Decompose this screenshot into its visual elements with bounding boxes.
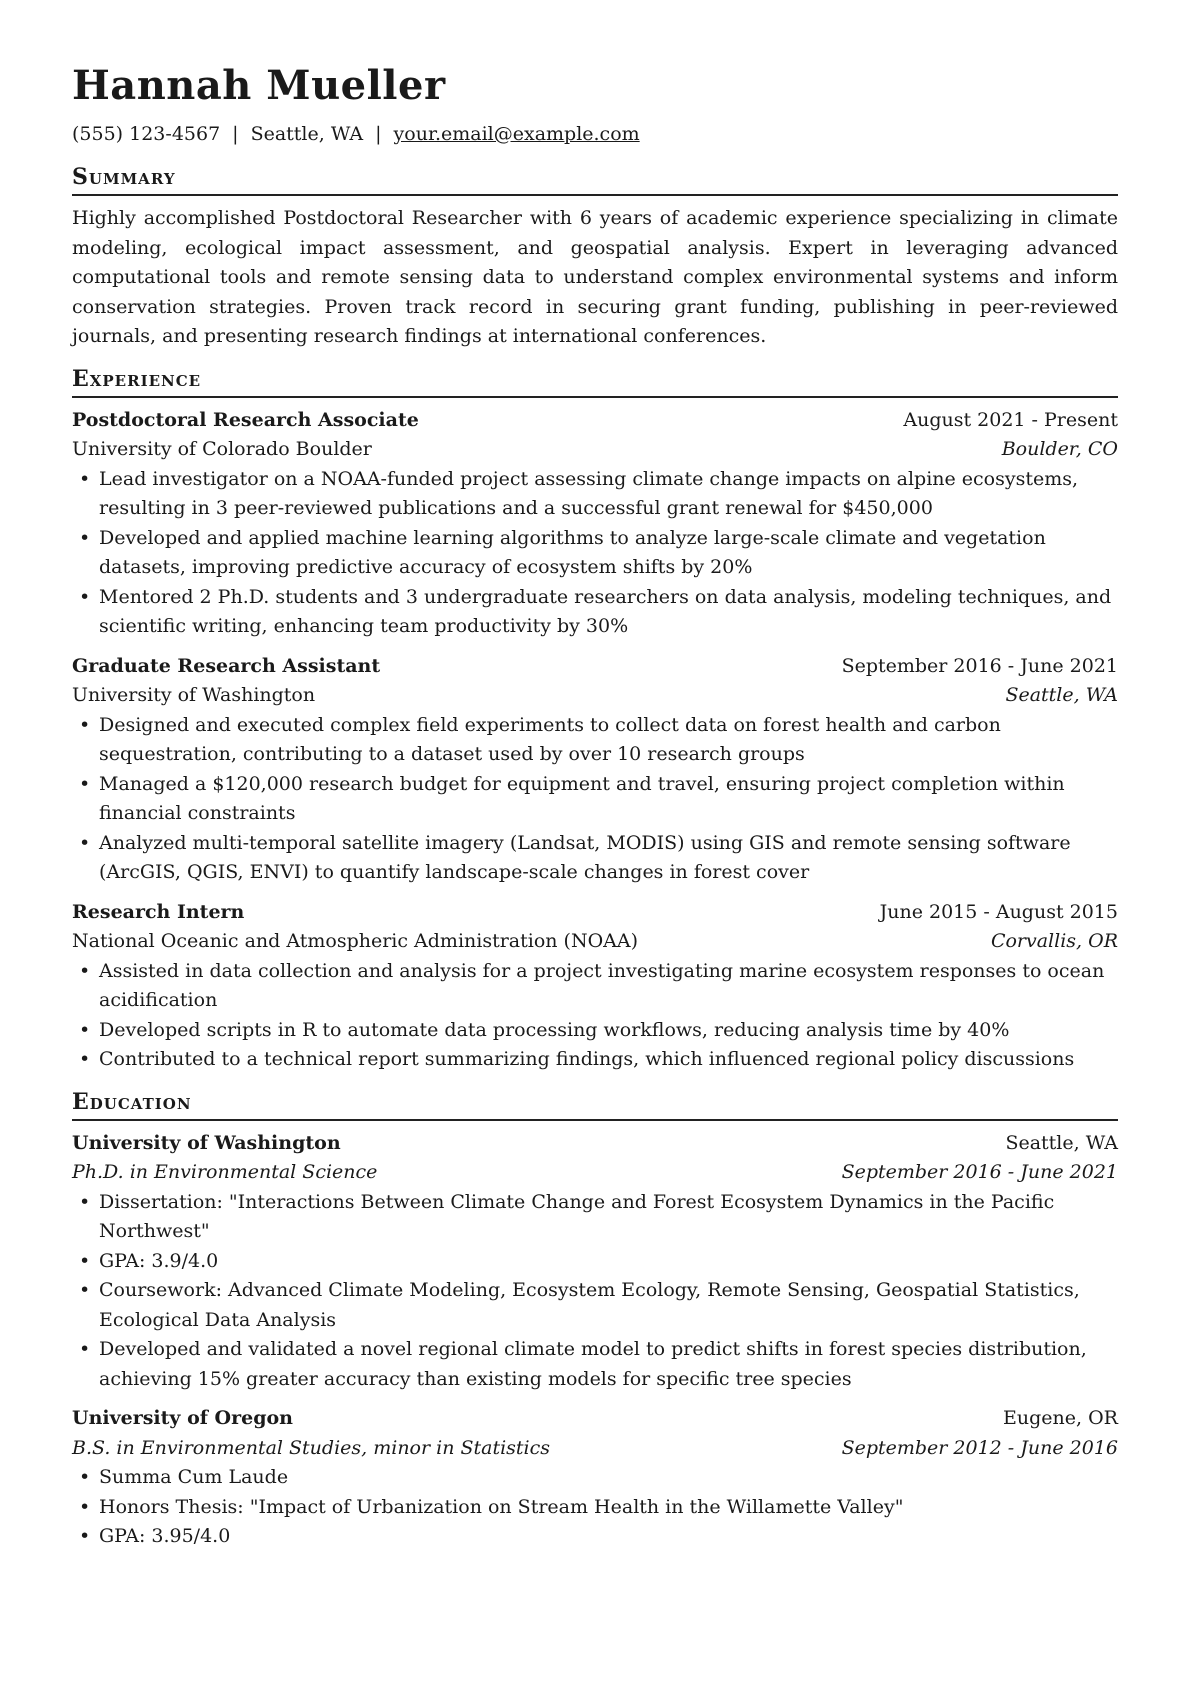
summary-section bbox=[72, 162, 1118, 352]
job-organization: University of Colorado Boulder bbox=[72, 438, 372, 460]
list-item: • Contributed to a technical report summarizing findings, which influenced regional policy discussions bbox=[72, 1045, 1118, 1075]
email-link[interactable]: your.email@example.com bbox=[393, 123, 640, 145]
list-item: • Designed and executed complex field experiments to collect data on forest health and carbon sequestration, contributing to a dataset used by over 10 research groups bbox=[72, 711, 1118, 770]
list-item: • Analyzed multi-temporal satellite imagery (Landsat, MODIS) using GIS and remote sensing software (ArcGIS, QGIS, ENVI) to quantify landscape-scale changes in forest cover bbox=[72, 829, 1118, 888]
list-item: • Managed a $120,000 research budget for equipment and travel, ensuring project completion within financial constraints bbox=[72, 770, 1118, 829]
section-title-education: Education bbox=[72, 1087, 1118, 1121]
school-location: Seattle, WA bbox=[1005, 1131, 1118, 1154]
section-title-summary: Summary bbox=[72, 162, 1118, 196]
list-item: • GPA: 3.9/4.0 bbox=[72, 1247, 1118, 1277]
job-location: Boulder, CO bbox=[1001, 438, 1118, 460]
list-item: • Assisted in data collection and analysis for a project investigating marine ecosystem responses to ocean acidification bbox=[72, 957, 1118, 1016]
list-item: • Developed scripts in R to automate data processing workflows, reducing analysis time by 40% bbox=[72, 1016, 1118, 1046]
job-location: Corvallis, OR bbox=[990, 930, 1118, 952]
job-bullet-list bbox=[72, 711, 1118, 888]
candidate-name: Hannah Mueller bbox=[72, 62, 446, 109]
school-name: University of Washington bbox=[72, 1131, 341, 1154]
section-title-experience: Experience bbox=[72, 364, 1118, 398]
contact-separator: | bbox=[232, 123, 239, 145]
education-entry bbox=[72, 1129, 1118, 1395]
entry-subheader-row bbox=[72, 1158, 1118, 1188]
entry-header-row bbox=[72, 898, 1118, 928]
job-organization: University of Washington bbox=[72, 684, 316, 706]
entry-subheader-row bbox=[72, 927, 1118, 957]
contact-separator: | bbox=[375, 123, 382, 145]
experience-entry bbox=[72, 652, 1118, 888]
experience-entry bbox=[72, 406, 1118, 642]
list-item: • GPA: 3.95/4.0 bbox=[72, 1522, 1118, 1552]
experience-section bbox=[72, 364, 1118, 1075]
entry-subheader-row bbox=[72, 435, 1118, 465]
list-item: • Developed and validated a novel regional climate model to predict shifts in forest species distribution, achieving 15% greater accuracy than existing models for specific tree species bbox=[72, 1335, 1118, 1394]
job-location: Seattle, WA bbox=[1005, 684, 1118, 706]
degree-dates: September 2012 - June 2016 bbox=[841, 1436, 1118, 1459]
job-dates: August 2021 - Present bbox=[903, 408, 1118, 431]
list-item: • Summa Cum Laude bbox=[72, 1463, 1118, 1493]
degree-name: B.S. in Environmental Studies, minor in Statistics bbox=[72, 1436, 551, 1459]
job-dates: September 2016 - June 2021 bbox=[841, 654, 1118, 677]
list-item: • Dissertation: "Interactions Between Climate Change and Forest Ecosystem Dynamics in the Pacific Northwest" bbox=[72, 1188, 1118, 1247]
list-item: • Coursework: Advanced Climate Modeling, Ecosystem Ecology, Remote Sensing, Geospatial Statistics, Ecological Data Analysis bbox=[72, 1276, 1118, 1335]
entry-header-row bbox=[72, 406, 1118, 436]
list-item: • Mentored 2 Ph.D. students and 3 undergraduate researchers on data analysis, modeling techniques, and scientific writing, enhancing team productivity by 30% bbox=[72, 583, 1118, 642]
summary-text: Highly accomplished Postdoctoral Researcher with 6 years of academic experience specializing in climate modeling, ecological impact assessment, and geospatial analysis. Expert in leveraging advanced computational tools and remote sensing data to understand complex environmental systems and inform conservation strategies. Proven track record in securing grant funding, publishing in peer-reviewed journals, and presenting research findings at international conferences. bbox=[72, 207, 1118, 347]
job-dates: June 2015 - August 2015 bbox=[879, 900, 1118, 923]
experience-entry bbox=[72, 898, 1118, 1075]
education-bullet-list bbox=[72, 1188, 1118, 1395]
list-item: • Developed and applied machine learning algorithms to analyze large-scale climate and vegetation datasets, improving predictive accuracy of ecosystem shifts by 20% bbox=[72, 524, 1118, 583]
entry-header-row bbox=[72, 1129, 1118, 1159]
entry-header-row bbox=[72, 1404, 1118, 1434]
job-title: Research Intern bbox=[72, 900, 245, 923]
entry-header-row bbox=[72, 652, 1118, 682]
contact-line bbox=[72, 120, 1118, 148]
job-bullet-list bbox=[72, 465, 1118, 642]
degree-dates: September 2016 - June 2021 bbox=[841, 1161, 1118, 1183]
job-title: Graduate Research Assistant bbox=[72, 654, 381, 677]
education-section bbox=[72, 1087, 1118, 1552]
job-organization: National Oceanic and Atmospheric Administration (NOAA) bbox=[72, 930, 639, 952]
entry-subheader-row bbox=[72, 681, 1118, 711]
education-entry bbox=[72, 1404, 1118, 1552]
list-item: • Honors Thesis: "Impact of Urbanization on Stream Health in the Willamette Valley" bbox=[72, 1493, 1118, 1523]
degree-name: Ph.D. in Environmental Science bbox=[72, 1161, 378, 1183]
school-name: University of Oregon bbox=[72, 1407, 293, 1429]
entry-subheader-row bbox=[72, 1434, 1118, 1464]
education-bullet-list bbox=[72, 1463, 1118, 1552]
phone-number: (555) 123-4567 bbox=[72, 123, 221, 145]
school-location: Eugene, OR bbox=[1003, 1407, 1118, 1429]
location-text: Seattle, WA bbox=[250, 123, 364, 145]
list-item: • Lead investigator on a NOAA-funded project assessing climate change impacts on alpine ecosystems, resulting in 3 peer-reviewed publications and a successful grant renewal for $450,000 bbox=[72, 465, 1118, 524]
job-title: Postdoctoral Research Associate bbox=[72, 408, 419, 431]
job-bullet-list bbox=[72, 957, 1118, 1075]
